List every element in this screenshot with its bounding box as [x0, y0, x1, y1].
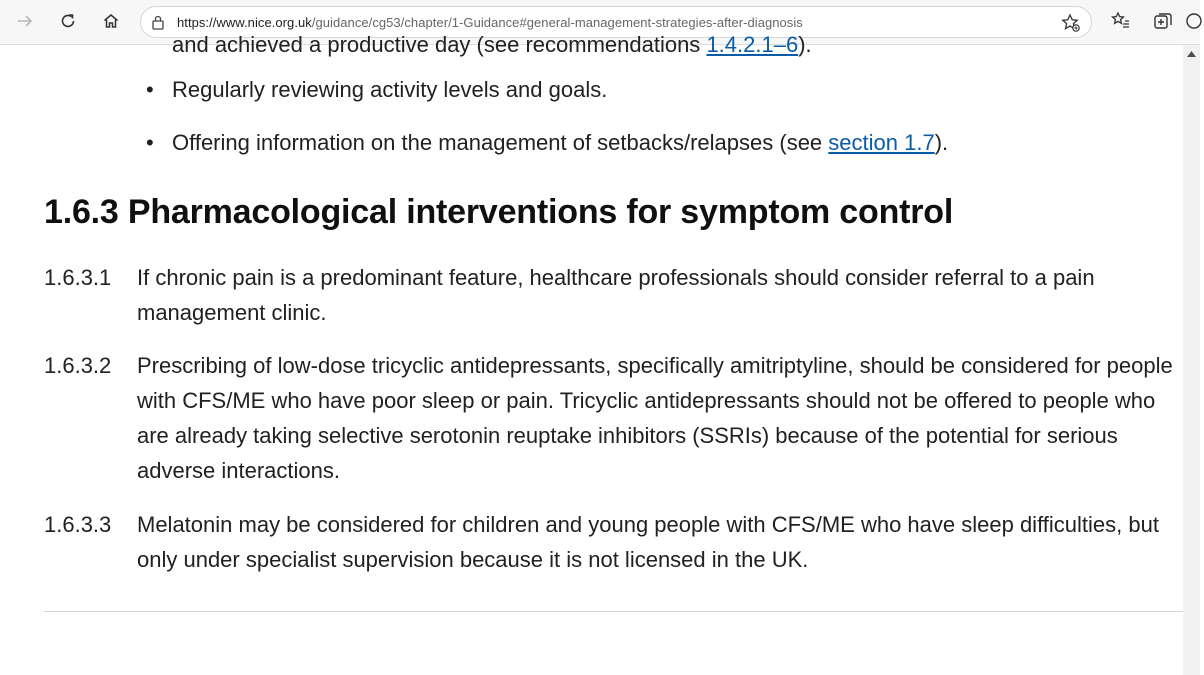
favorites-button[interactable] — [1106, 6, 1136, 36]
profile-button[interactable] — [1188, 6, 1200, 36]
list-item — [0, 72, 1183, 107]
reload-button[interactable] — [53, 6, 83, 36]
list-item-text-before: Offering information on the management of setbacks/relapses (see — [172, 130, 829, 155]
collections-icon — [1153, 11, 1173, 31]
home-button[interactable] — [96, 6, 126, 36]
section-1-7-link[interactable]: section 1.7 — [828, 130, 935, 155]
section-heading: 1.6.3 Pharmacological interventions for symptom control — [44, 193, 954, 231]
partial-line-tail: ). — [798, 32, 812, 57]
back-arrow-icon — [16, 12, 34, 30]
recommendation-number: 1.6.3.3 — [44, 512, 112, 537]
partial-line-text: and achieved a productive day (see recommendations — [172, 32, 707, 57]
recommendations-link[interactable]: 1.4.2.1–6 — [706, 32, 799, 57]
section-divider — [44, 611, 1194, 612]
favorites-icon — [1111, 11, 1131, 31]
recommendation-text: If chronic pain is a predominant feature, healthcare professionals should consider referral to a pain management clinic. — [137, 265, 1095, 325]
url-path: /guidance/cg53/chapter/1-Guidance#general-management-strategies-after-diagnosis — [311, 15, 803, 30]
back-button[interactable] — [10, 6, 40, 36]
list-item-text: Regularly reviewing activity levels and goals. — [172, 77, 608, 102]
reload-icon — [59, 12, 77, 30]
list-item — [0, 125, 1183, 160]
recommendation-number: 1.6.3.2 — [44, 353, 112, 378]
recommendation-text: Melatonin may be considered for children and young people with CFS/ME who have sleep difficulties, but only under specialist supervision because it is not licensed in the UK. — [137, 512, 1159, 572]
page-content — [0, 32, 1183, 675]
bullet-marker: • — [146, 77, 154, 102]
collections-button[interactable] — [1148, 6, 1178, 36]
list-item-text-after: ). — [934, 130, 949, 155]
recommendation-text: Prescribing of low-dose tricyclic antidepressants, specifically amitriptyline, should be considered for people with CFS/ME who have poor sleep or pain. Tricyclic antidepressants should not be offered to people who are already taking selective serotonin reuptake inhibitors (SSRIs) because of the potential for serious adverse interactions. — [137, 353, 1173, 483]
profile-icon — [1184, 11, 1204, 31]
recommendation-number: 1.6.3.1 — [44, 265, 112, 290]
scroll-up-arrow-icon — [1187, 51, 1196, 57]
scroll-up-button[interactable] — [1183, 45, 1200, 62]
list-item-text — [172, 125, 948, 160]
add-favorite-button[interactable] — [1059, 11, 1083, 35]
partially-hidden-line — [172, 32, 812, 58]
favorite-star-icon — [1061, 13, 1081, 33]
lock-icon[interactable] — [151, 14, 165, 30]
home-icon — [102, 12, 120, 30]
url-text[interactable] — [177, 15, 803, 30]
bullet-marker: • — [146, 130, 154, 155]
url-host: https://www.nice.org.uk — [177, 15, 312, 30]
vertical-scrollbar[interactable] — [1183, 45, 1200, 675]
